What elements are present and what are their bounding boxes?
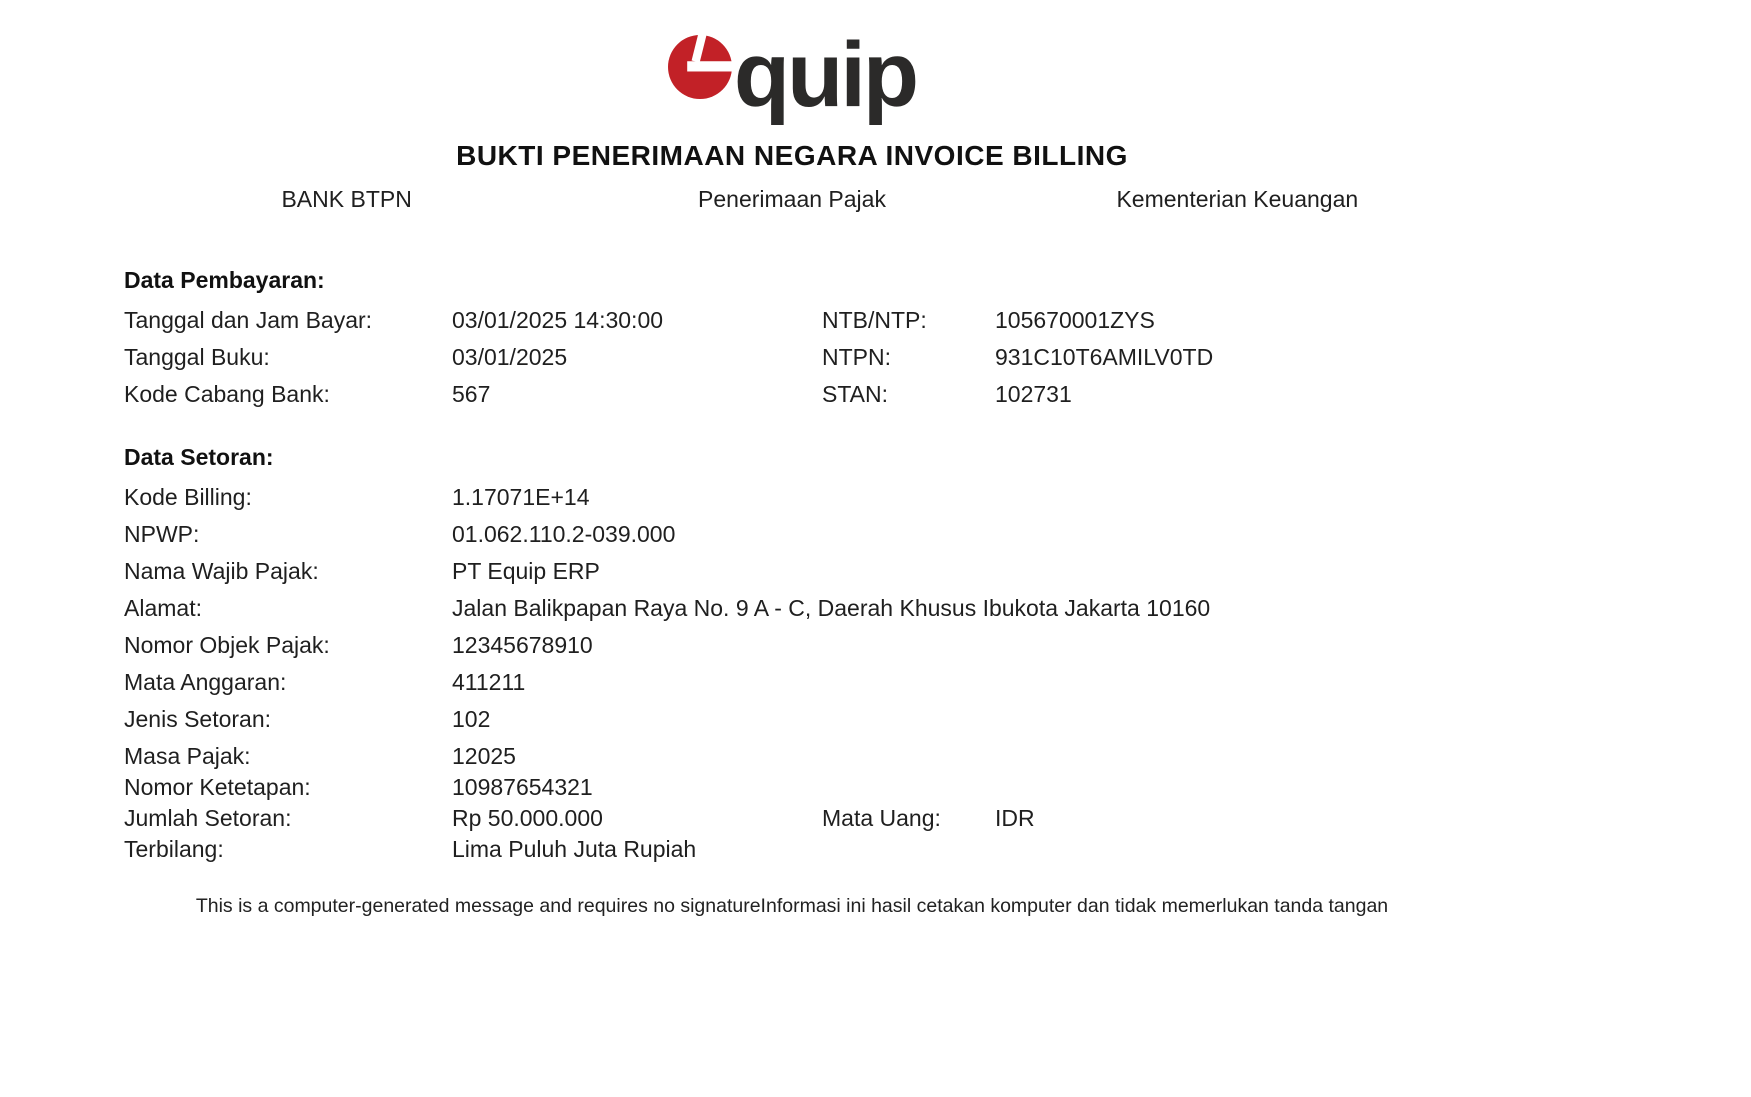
table-row: [124, 483, 1460, 511]
field-value-alamat: Jalan Balikpapan Raya No. 9 A - C, Daerah Khusus Ibukota Jakarta 10160: [452, 595, 1211, 621]
table-row: [124, 705, 1460, 733]
field-label-mata-uang: Mata Uang:: [822, 805, 941, 831]
field-label-masa-pajak: Masa Pajak:: [124, 743, 251, 769]
header-receipt-type: Penerimaan Pajak: [698, 186, 886, 212]
table-row: [124, 380, 1460, 408]
footer-disclaimer: This is a computer-generated message and requires no signatureInformasi ini hasil cetakan komputer dan tidak memerlukan tanda tangan: [195, 895, 1389, 917]
field-value-jumlah-setoran: Rp 50.000.000: [452, 805, 603, 831]
receipt-content: [124, 24, 1460, 918]
field-label-npwp: NPWP:: [124, 521, 200, 547]
table-row: [124, 306, 1460, 334]
field-value-jenis-setoran: 102: [452, 706, 491, 732]
field-value-terbilang: Lima Puluh Juta Rupiah: [452, 836, 697, 862]
field-value-ntpn: 931C10T6AMILV0TD: [995, 344, 1214, 370]
header-ministry: Kementerian Keuangan: [1116, 186, 1359, 212]
table-row: [124, 804, 1460, 832]
table-row: [124, 835, 1460, 863]
field-label-kode-billing: Kode Billing:: [124, 484, 252, 510]
field-label-ntpn: NTPN:: [822, 344, 891, 370]
document-title: BUKTI PENERIMAAN NEGARA INVOICE BILLING: [456, 140, 1128, 171]
field-label-stan: STAN:: [822, 381, 889, 407]
field-label-mata-anggaran: Mata Anggaran:: [124, 669, 287, 695]
table-row: [124, 557, 1460, 585]
field-value-npwp: 01.062.110.2-039.000: [452, 521, 676, 547]
equip-logo-wordmark: quip: [733, 24, 917, 127]
field-label-kode-cabang-bank: Kode Cabang Bank:: [124, 381, 330, 407]
field-label-jumlah-setoran: Jumlah Setoran:: [124, 805, 292, 831]
table-row: [124, 343, 1460, 371]
field-value-nama-wajib-pajak: PT Equip ERP: [452, 558, 600, 584]
field-label-nama-wajib-pajak: Nama Wajib Pajak:: [124, 558, 319, 584]
table-row: [124, 773, 1460, 801]
table-row: [124, 742, 1460, 770]
field-value-tanggal-jam-bayar: 03/01/2025 14:30:00: [452, 307, 664, 333]
section-heading-setoran: Data Setoran:: [124, 444, 274, 470]
table-row: [124, 520, 1460, 548]
field-value-masa-pajak: 12025: [452, 743, 516, 769]
field-label-jenis-setoran: Jenis Setoran:: [124, 706, 272, 732]
field-label-nomor-objek-pajak: Nomor Objek Pajak:: [124, 632, 330, 658]
field-label-alamat: Alamat:: [124, 595, 202, 621]
field-value-kode-cabang-bank: 567: [452, 381, 491, 407]
field-value-mata-uang: IDR: [995, 805, 1035, 831]
field-label-tanggal-buku: Tanggal Buku:: [124, 344, 270, 370]
section-data-setoran: [124, 444, 1460, 863]
field-value-nomor-objek-pajak: 12345678910: [452, 632, 593, 658]
field-label-ntb-ntp: NTB/NTP:: [822, 307, 927, 333]
header-bank-name: BANK BTPN: [281, 186, 412, 212]
field-label-tanggal-jam-bayar: Tanggal dan Jam Bayar:: [124, 307, 373, 333]
equip-logo-e-icon: [668, 35, 732, 99]
header-institutions: [124, 186, 1460, 213]
table-row: [124, 631, 1460, 659]
section-heading-pembayaran: Data Pembayaran:: [124, 267, 325, 293]
field-value-kode-billing: 1.17071E+14: [452, 484, 590, 510]
field-label-nomor-ketetapan: Nomor Ketetapan:: [124, 774, 311, 800]
field-value-stan: 102731: [995, 381, 1072, 407]
field-value-ntb-ntp: 105670001ZYS: [995, 307, 1155, 333]
table-row: [124, 668, 1460, 696]
field-value-mata-anggaran: 411211: [452, 669, 526, 695]
table-row: [124, 594, 1460, 622]
equip-logo: [124, 24, 1460, 127]
field-value-tanggal-buku: 03/01/2025: [452, 344, 568, 370]
section-data-pembayaran: [124, 267, 1460, 408]
field-label-terbilang: Terbilang:: [124, 836, 224, 862]
field-value-nomor-ketetapan: 10987654321: [452, 774, 593, 800]
